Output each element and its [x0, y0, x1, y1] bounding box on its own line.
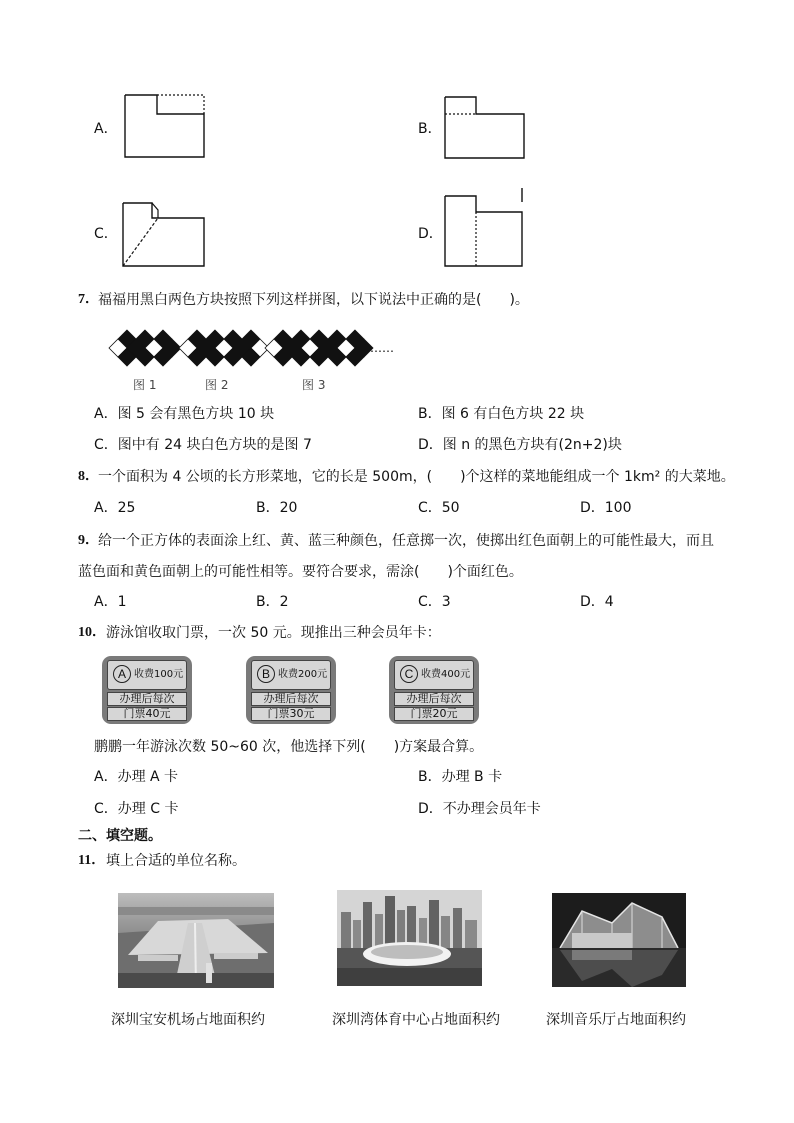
q8-text: 一个面积为 4 公顷的长方形菜地，它的长是 500m，( )个这样的菜地能组成一个 1km² 的大菜地。 [98, 469, 735, 485]
q6-option-d-figure [442, 186, 528, 270]
q8-number: 8． [78, 469, 99, 484]
q7-option-a: A．图 5 会有黑色方块 10 块 [94, 406, 275, 422]
q9-option-d: D．4 [580, 594, 614, 610]
q10-number: 10． [78, 625, 106, 640]
card-fee: 收费200元 [278, 669, 328, 680]
card-row2: 门票30元 [251, 707, 331, 721]
q6-option-a-figure [122, 92, 208, 160]
q7-number: 7． [78, 292, 99, 307]
card-row1: 办理后每次 [251, 692, 331, 706]
section-title: 二、填空题。 [78, 828, 162, 844]
card-fee: 收费400元 [421, 669, 471, 680]
card-fee: 收费100元 [134, 669, 184, 680]
q7-pattern-figures [104, 326, 404, 370]
q6-option-c-label: C． [94, 226, 118, 242]
airport-photo [118, 893, 274, 988]
card-row2: 门票40元 [107, 707, 187, 721]
concert-hall-photo [552, 893, 686, 987]
q6-option-a-label: A． [94, 121, 118, 137]
card-letter: A [113, 665, 131, 683]
q7-fig3-label: 图 3 [302, 378, 326, 392]
card-letter: C [400, 665, 418, 683]
q10-follow-text: 鹏鹏一年游泳次数 50~60 次，他选择下列( )方案最合算。 [94, 739, 484, 755]
q6-option-b-figure [442, 94, 528, 162]
q10-text: 游泳馆收取门票，一次 50 元。现推出三种会员年卡： [106, 625, 441, 641]
sports-center-photo [337, 890, 482, 986]
q7-fig1-label: 图 1 [133, 378, 157, 392]
q7-option-d: D．图 n 的黑色方块有(2n+2)块 [418, 437, 622, 453]
card-row1: 办理后每次 [107, 692, 187, 706]
q6-option-b-label: B． [418, 121, 442, 137]
q8-option-b: B．20 [256, 500, 298, 516]
q11-text: 填上合适的单位名称。 [106, 853, 246, 869]
q9-option-c: C．3 [418, 594, 451, 610]
q10-option-c: C．办理 C 卡 [94, 801, 179, 817]
q11-number: 11． [78, 853, 106, 868]
q9-text-line1: 给一个正方体的表面涂上红、黄、蓝三种颜色，任意掷一次，使掷出红色面朝上的可能性最大，而且 [98, 533, 714, 549]
q10-option-a: A．办理 A 卡 [94, 769, 179, 785]
membership-card-a [102, 656, 192, 724]
card-row2: 门票20元 [394, 707, 474, 721]
q7-text: 福福用黑白两色方块按照下列这样拼图，以下说法中正确的是( )。 [98, 292, 529, 308]
q7-ellipsis: …… [370, 341, 394, 355]
caption-sports-center: 深圳湾体育中心占地面积约 [332, 1012, 500, 1028]
q7-fig2-label: 图 2 [205, 378, 229, 392]
q8-option-a: A．25 [94, 500, 136, 516]
q6-option-d-label: D． [418, 226, 443, 242]
membership-card-b [246, 656, 336, 724]
q10-option-b: B．办理 B 卡 [418, 769, 503, 785]
q8-option-c: C．50 [418, 500, 460, 516]
q7-option-c: C．图中有 24 块白色方块的是图 7 [94, 437, 312, 453]
q9-number: 9． [78, 533, 99, 548]
card-letter: B [257, 665, 275, 683]
caption-airport: 深圳宝安机场占地面积约 [111, 1012, 265, 1028]
q6-option-c-figure [120, 200, 208, 270]
q7-option-b: B．图 6 有白色方块 22 块 [418, 406, 585, 422]
q10-option-d: D．不办理会员年卡 [418, 801, 541, 817]
q9-option-a: A．1 [94, 594, 127, 610]
q8-option-d: D．100 [580, 500, 632, 516]
caption-concert-hall: 深圳音乐厅占地面积约 [546, 1012, 686, 1028]
card-row1: 办理后每次 [394, 692, 474, 706]
membership-card-c [389, 656, 479, 724]
q9-text-line2: 蓝色面和黄色面朝上的可能性相等。要符合要求，需涂( )个面红色。 [78, 564, 523, 580]
q9-option-b: B．2 [256, 594, 289, 610]
